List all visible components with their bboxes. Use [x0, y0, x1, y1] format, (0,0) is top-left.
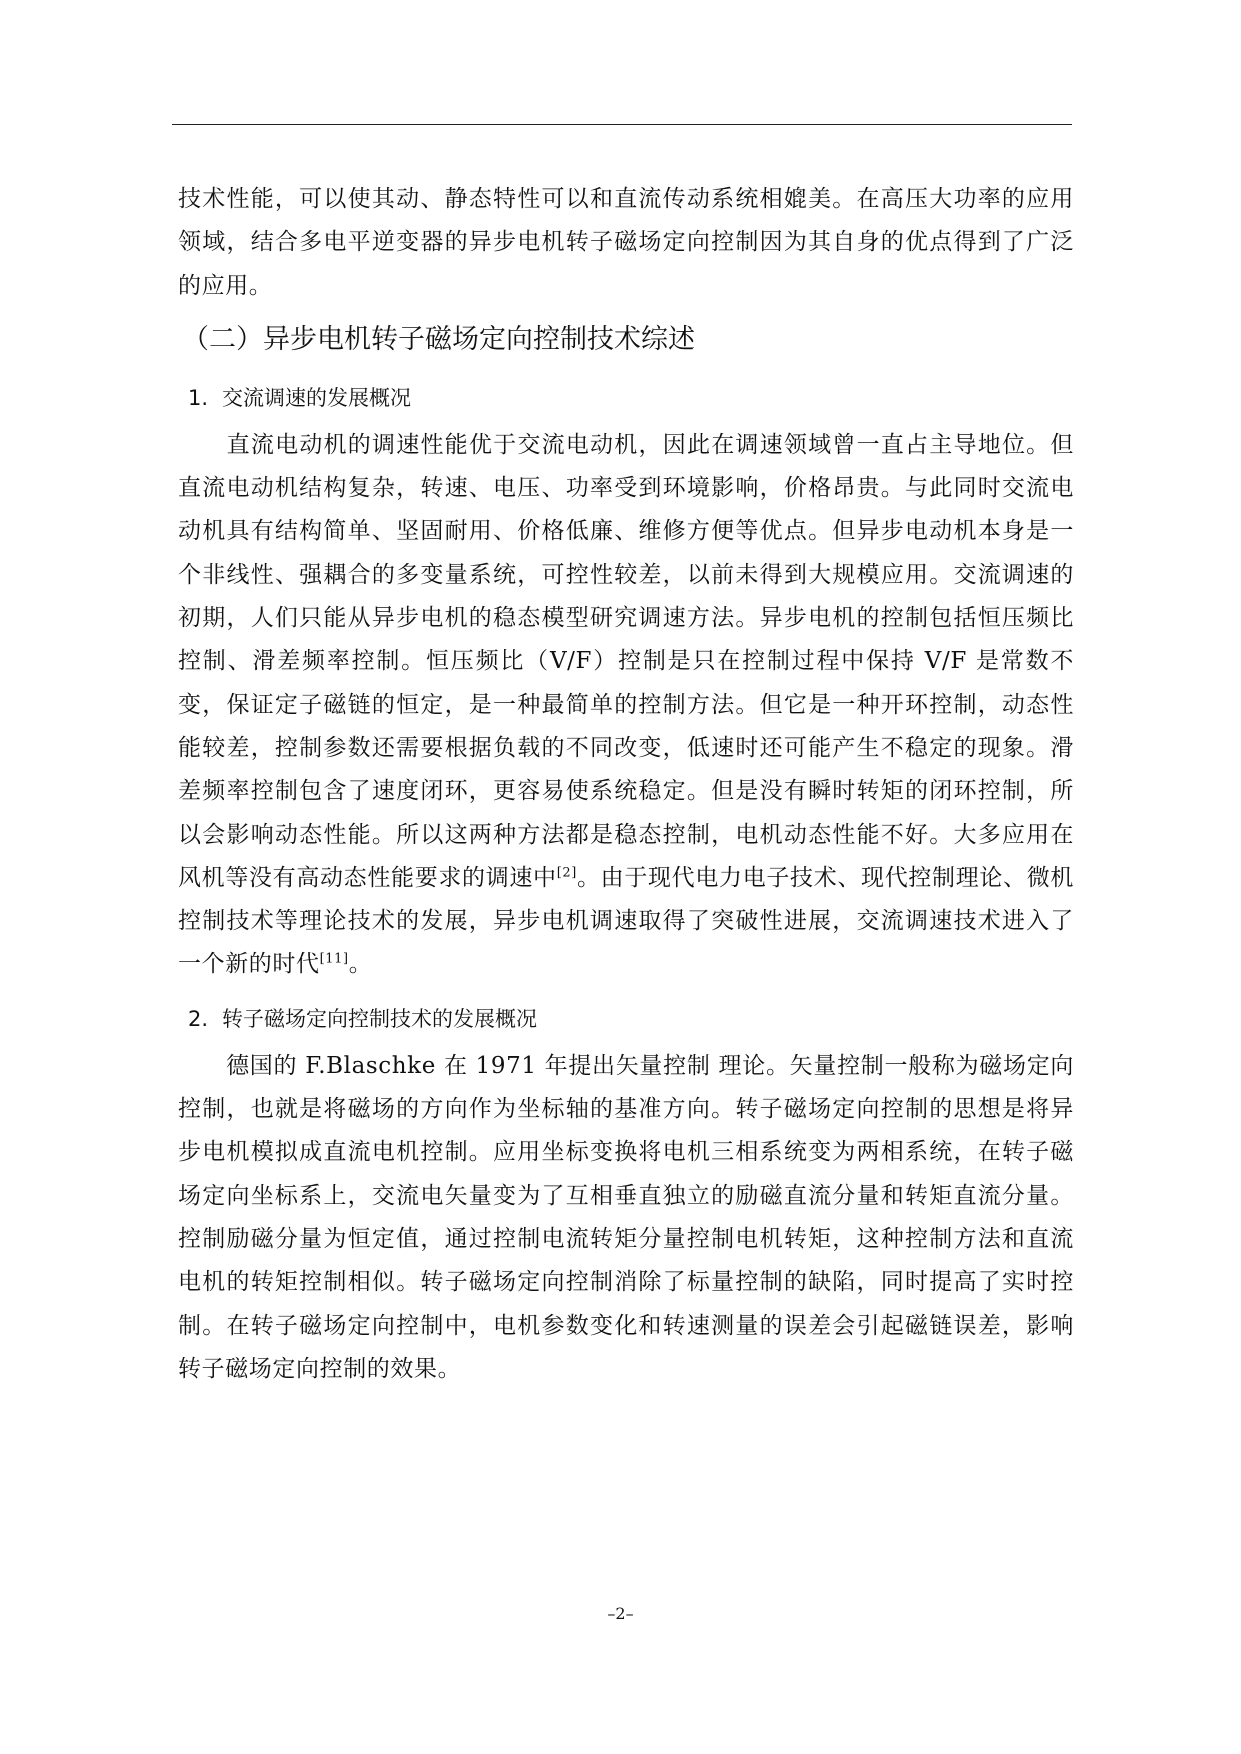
citation-2: [2] [556, 865, 577, 881]
intro-paragraph-text: 技术性能，可以使其动、静态特性可以和直流传动系统相媲美。在高压大功率的应用领域，结合多电平逆变器的异步电机转子磁场定向控制因为其自身的优点得到了广泛的应用。 [178, 186, 1074, 299]
section-heading: （二）异步电机转子磁场定向控制技术综述 [182, 323, 695, 355]
subsection-number-1: 1. [188, 385, 209, 410]
subsection-number-2: 2. [188, 1006, 209, 1031]
subsection-heading-1 [178, 372, 1074, 424]
paragraph-1-part-3: 。 [348, 951, 373, 978]
paragraph-1-part-2: 。由于现代电力电子技术、现代控制理论、微机控制技术等理论技术的发展，异步电机调速取得了突破性进展，交流调速技术进入了一个新的时代 [178, 864, 1074, 978]
paragraph-2-text: 德国的 F.Blaschke 在 1971 年提出矢量控制 理论。矢量控制一般称为磁场定向控制，也就是将磁场的方向作为坐标轴的基准方向。转子磁场定向控制的思想是将异步电机模拟成直流电机控制。应用坐标变换将电机三相系统变为两相系统，在转子磁场定向坐标系上，交流电矢量变为了互相垂直独立的励磁直流分量和转矩直流分量。控制励磁分量为恒定值，通过控制电流转矩分量控制电机转矩，这种控制方法和直流电机的转矩控制相似。转子磁场定向控制消除了标量控制的缺陷，同时提高了实时控制。在转子磁场定向控制中，电机参数变化和转速测量的误差会引起磁链误差，影响转子磁场定向控制的效果。 [178, 1052, 1074, 1382]
body-paragraph-2 [178, 1045, 1074, 1391]
subsection-title-1: 交流调速的发展概况 [222, 385, 411, 410]
citation-11: [11] [319, 951, 349, 967]
subsection-heading-2 [178, 993, 1074, 1045]
page-content [178, 178, 1074, 1391]
intro-paragraph [178, 178, 1074, 308]
page-number: –2– [607, 1604, 634, 1623]
paragraph-1-part-1: 直流电动机的调速性能优于交流电动机，因此在调速领域曾一直占主导地位。但直流电动机结构复杂，转速、电压、功率受到环境影响，价格昂贵。与此同时交流电动机具有结构简单、坚固耐用、价格低廉、维修方便等优点。但异步电动机本身是一个非线性、强耦合的多变量系统，可控性较差，以前未得到大规模应用。交流调速的初期，人们只能从异步电机的稳态模型研究调速方法。异步电机的控制包括恒压频比控制、滑差频率控制。恒压频比（V/F）控制是只在控制过程中保持 V/F 是常数不变，保证定子磁链的恒定，是一种最简单的控制方法。但它是一种开环控制，动态性能较差，控制参数还需要根据负载的不同改变，低速时还可能产生不稳定的现象。滑差频率控制包含了速度闭环，更容易使系统稳定。但是没有瞬时转矩的闭环控制，所以会影响动态性能。所以这两种方法都是稳态控制，电机动态性能不好。大多应用在风机等没有高动态性能要求的调速中 [178, 431, 1074, 891]
subsection-title-2: 转子磁场定向控制技术的发展概况 [222, 1006, 537, 1031]
body-paragraph-1 [178, 424, 1074, 987]
header-rule [172, 124, 1072, 125]
